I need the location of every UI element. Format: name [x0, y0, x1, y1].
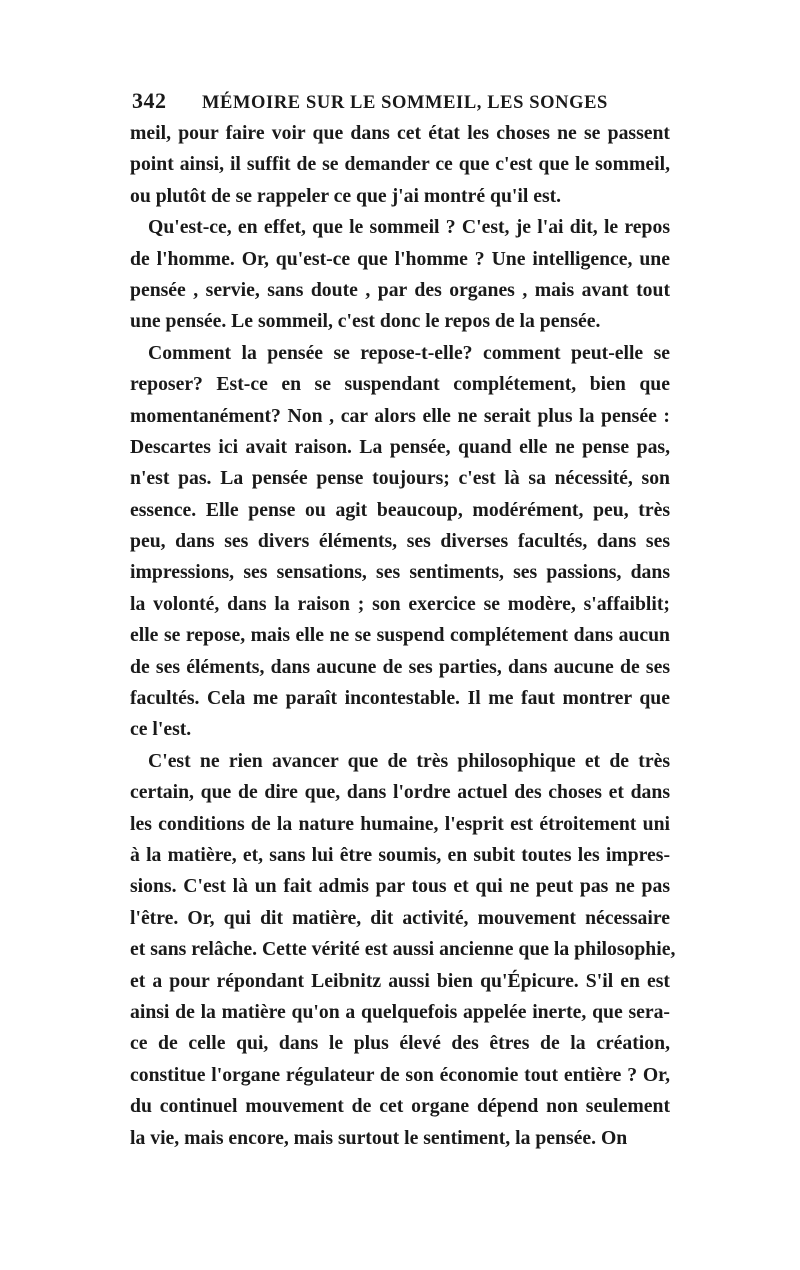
text-line: impressions, ses sensations, ses sentiments, ses passions, dans: [130, 561, 670, 584]
text-line: meil, pour faire voir que dans cet état les choses ne se passent: [130, 122, 670, 144]
text-line: peu, dans ses divers éléments, ses diverses facultés, dans ses: [130, 530, 670, 553]
text-line: Qu'est-ce, en effet, que le sommeil ? C'est, je l'ai dit, le repos: [148, 216, 670, 239]
page-header: [132, 88, 670, 118]
text-line: Descartes ici avait raison. La pensée, quand elle ne pense pas,: [130, 435, 670, 458]
text-line: C'est ne rien avancer que de très philosophique et de très: [148, 749, 670, 772]
running-title: MÉMOIRE SUR LE SOMMEIL, LES SONGES: [202, 93, 608, 113]
text-line: ce de celle qui, dans le plus élevé des êtres de la création,: [130, 1032, 670, 1055]
text-line: une pensée. Le sommeil, c'est donc le repos de la pensée.: [130, 310, 601, 333]
text-line: pensée , servie, sans doute , par des organes , mais avant tout: [130, 278, 670, 301]
text-line: de l'homme. Or, qu'est-ce que l'homme ? Une intelligence, une: [130, 247, 670, 270]
text-line: momentanément? Non , car alors elle ne serait plus la pensée :: [130, 404, 670, 427]
text-line: ou plutôt de se rappeler ce que j'ai montré qu'il est.: [130, 184, 562, 207]
text-line: facultés. Cela me paraît incontestable. Il me faut montrer que: [130, 687, 670, 710]
text-line: essence. Elle pense ou agit beaucoup, modérément, peu, très: [130, 498, 670, 521]
text-line: la volonté, dans la raison ; son exercice se modère, s'affaiblit;: [130, 592, 670, 615]
text-line: certain, que de dire que, dans l'ordre actuel des choses et dans: [130, 781, 670, 804]
text-line: elle se repose, mais elle ne se suspend complétement dans aucun: [130, 624, 670, 647]
text-line: point ainsi, il suffit de se demander ce que c'est que le sommeil,: [130, 153, 670, 176]
text-line: à la matière, et, sans lui être soumis, en subit toutes les impres-: [130, 843, 670, 866]
text-line: la vie, mais encore, mais surtout le sentiment, la pensée. On: [130, 1126, 628, 1149]
text-line: ainsi de la matière qu'on a quelquefois appelée inerte, que sera-: [130, 1000, 670, 1023]
text-line: reposer? Est-ce en se suspendant complétement, bien que: [130, 373, 670, 396]
text-line: constitue l'organe régulateur de son économie tout entière ? Or,: [130, 1063, 670, 1086]
text-line: et a pour répondant Leibnitz aussi bien qu'Épicure. S'il en est: [130, 969, 670, 992]
text-line: les conditions de la nature humaine, l'esprit est étroitement uni: [130, 812, 670, 835]
text-line: sions. C'est là un fait admis par tous et qui ne peut pas ne pas: [130, 875, 670, 898]
text-line: n'est pas. La pensée pense toujours; c'est là sa nécessité, son: [130, 467, 670, 490]
text-line: et sans relâche. Cette vérité est aussi ancienne que la philosophie,: [130, 938, 676, 961]
text-line: du continuel mouvement de cet organe dépend non seulement: [130, 1095, 670, 1118]
text-line: l'être. Or, qui dit matière, dit activité, mouvement nécessaire: [130, 906, 670, 929]
body-text: [130, 118, 676, 1154]
text-line: ce l'est.: [130, 718, 192, 741]
text-line: Comment la pensée se repose-t-elle? comment peut-elle se: [148, 341, 670, 364]
text-line: de ses éléments, dans aucune de ses parties, dans aucune de ses: [130, 655, 670, 678]
page-number: 342: [132, 88, 167, 113]
